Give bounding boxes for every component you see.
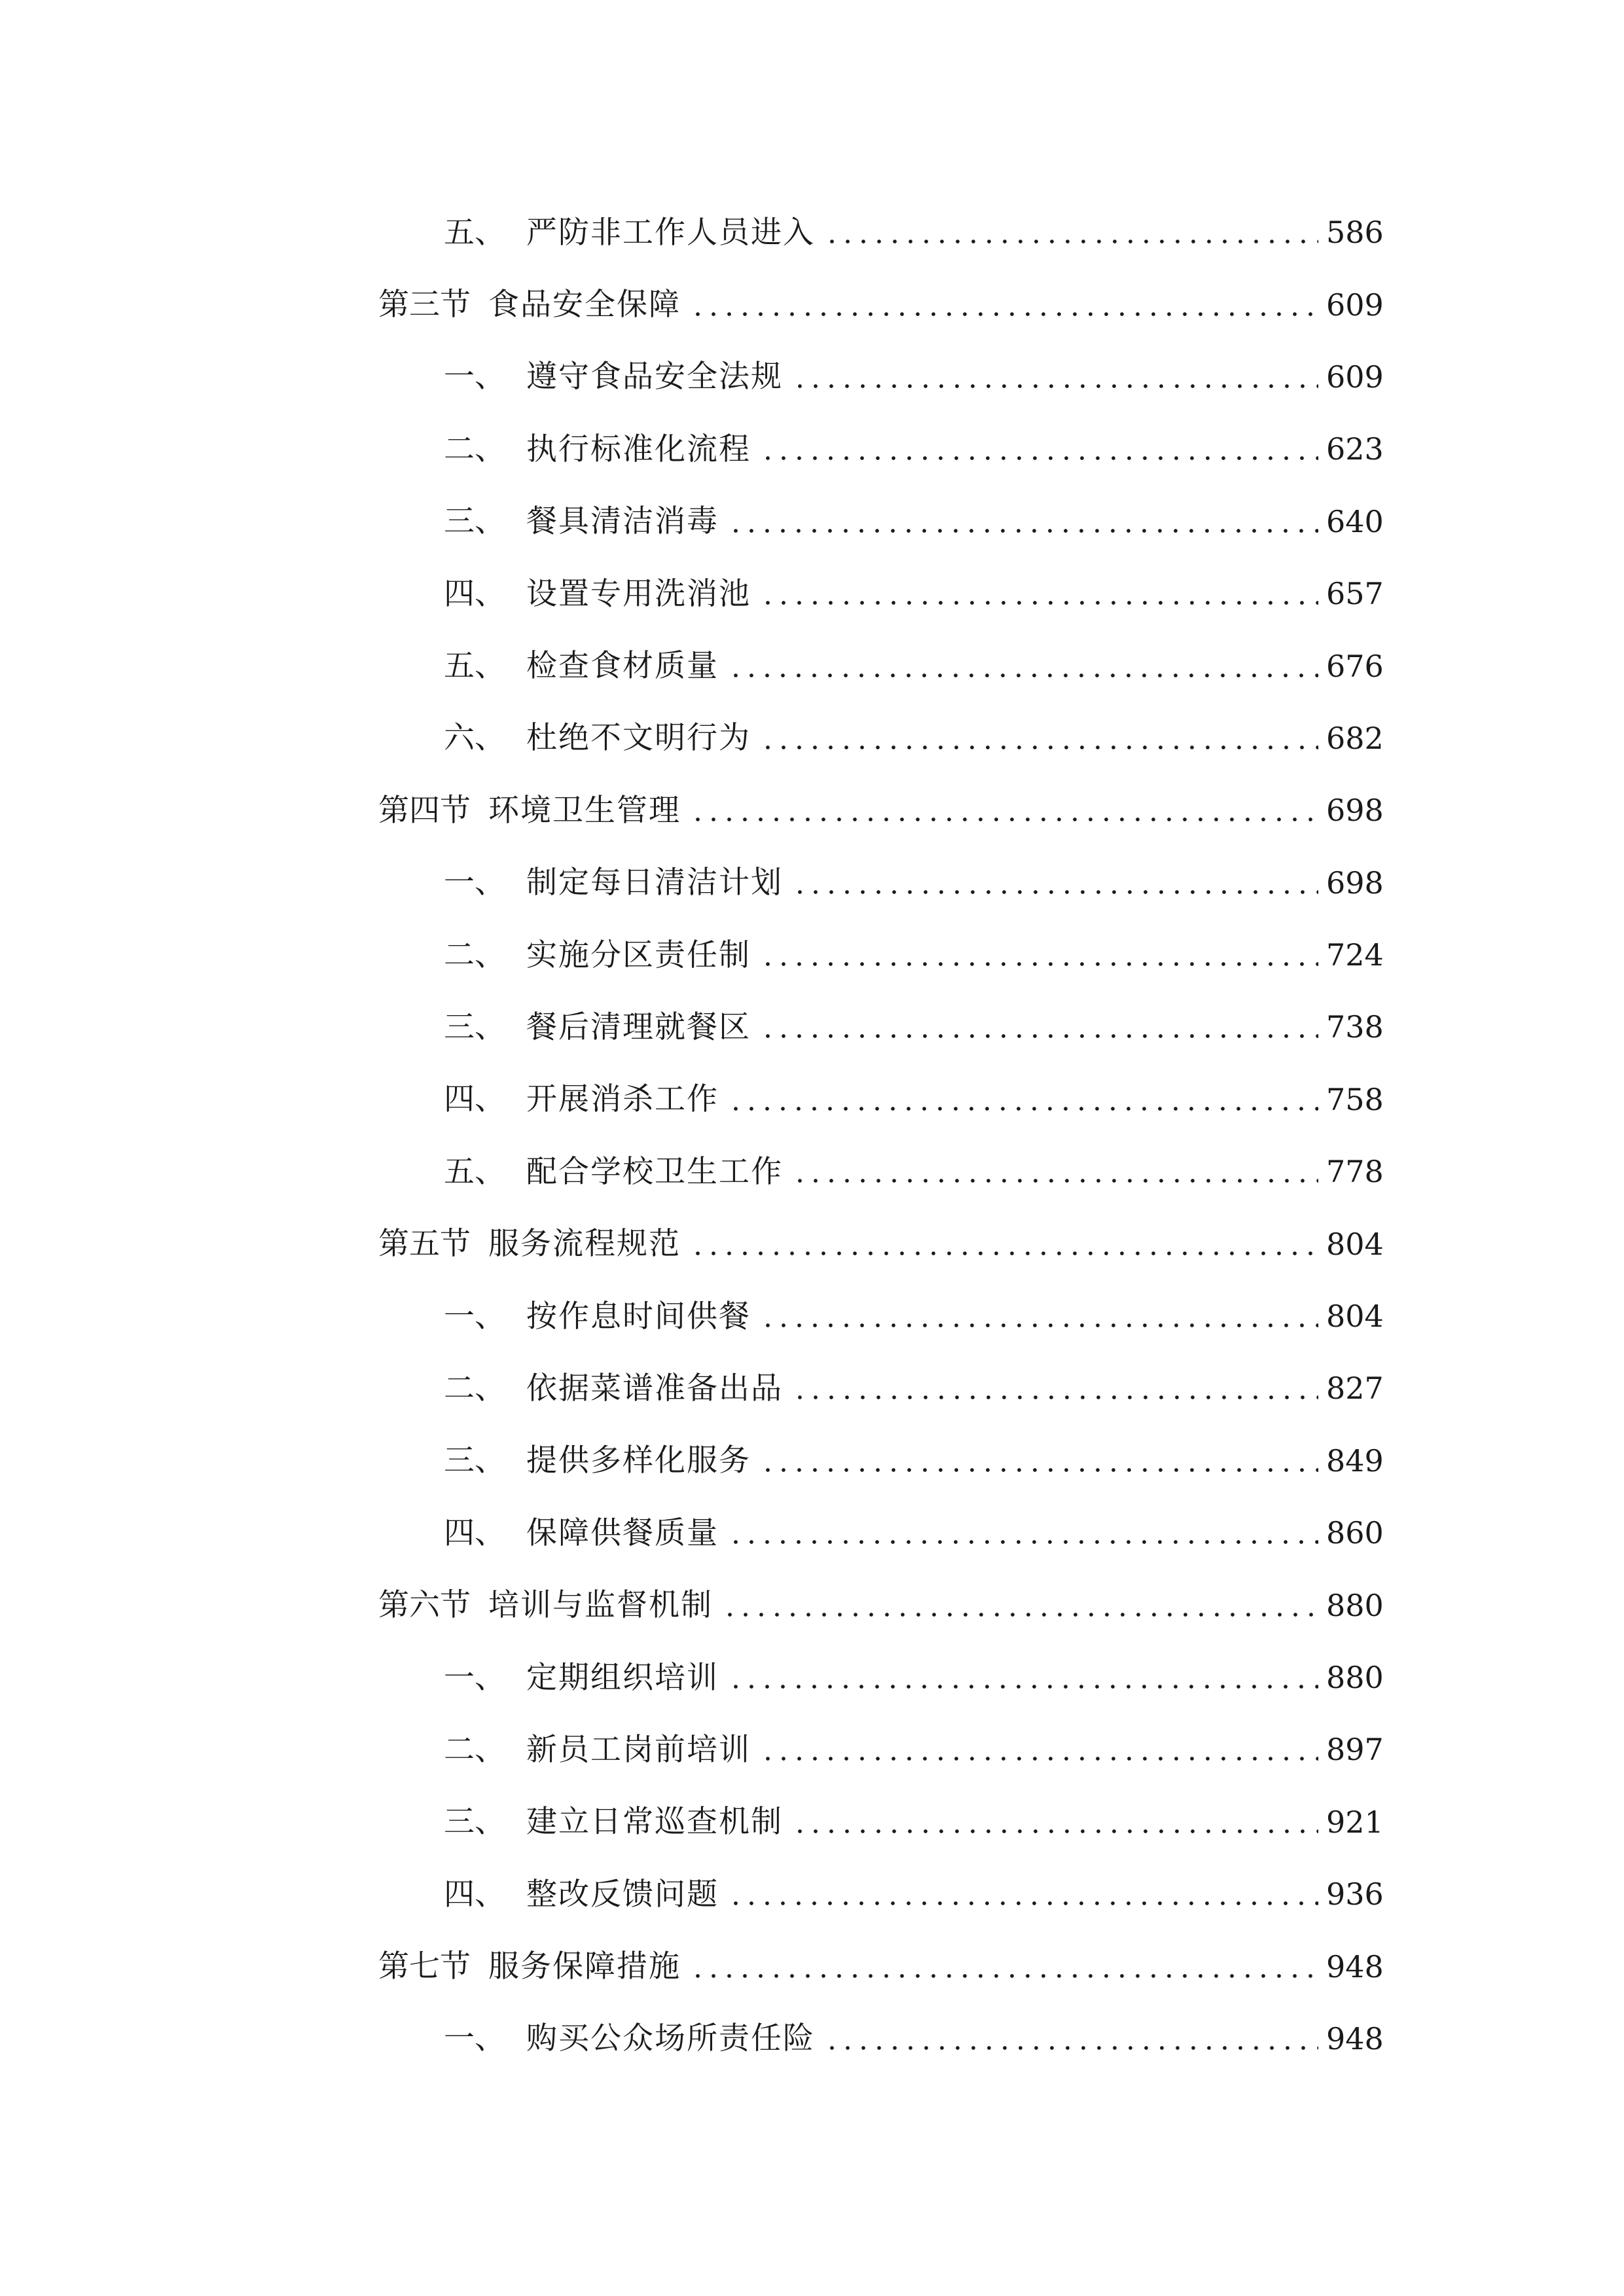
- toc-entry-number: 四、: [444, 1876, 505, 1912]
- toc-subsection-entry[interactable]: [378, 1858, 1384, 1930]
- toc-page-number: 609: [1326, 287, 1384, 323]
- toc-page-number: 897: [1326, 1732, 1384, 1768]
- toc-entry-number: 第三节: [378, 287, 471, 323]
- dot-leader: [792, 1829, 1318, 1834]
- toc-entry-number: 三、: [444, 1009, 505, 1045]
- toc-entry-title: 餐具清洁消毒: [526, 503, 719, 540]
- toc-entry-title: 提供多样化服务: [526, 1443, 751, 1479]
- toc-entry-title: 检查食材质量: [526, 648, 719, 685]
- toc-entry-title: 环境卫生管理: [488, 792, 681, 829]
- toc-page-number: 804: [1326, 1299, 1384, 1335]
- toc-entry-number: 三、: [444, 503, 505, 540]
- table-of-contents: [378, 196, 1384, 2075]
- toc-entry-number: 第五节: [378, 1226, 471, 1263]
- toc-subsection-entry[interactable]: [378, 558, 1384, 630]
- toc-subsection-entry[interactable]: [378, 2003, 1384, 2075]
- dot-leader: [760, 1756, 1318, 1761]
- dot-leader: [760, 456, 1318, 461]
- toc-entry-title: 保障供餐质量: [526, 1515, 719, 1551]
- toc-section-entry[interactable]: [378, 268, 1384, 340]
- toc-page-number: 804: [1326, 1226, 1384, 1262]
- toc-subsection-entry[interactable]: [378, 702, 1384, 774]
- dot-leader: [792, 1178, 1318, 1183]
- dot-leader: [690, 1973, 1318, 1979]
- toc-entry-number: 四、: [444, 1515, 505, 1551]
- toc-page-number: 936: [1326, 1876, 1384, 1912]
- toc-page-number: 738: [1326, 1009, 1384, 1045]
- toc-page-number: 880: [1326, 1660, 1384, 1695]
- toc-entry-number: 三、: [444, 1443, 505, 1479]
- toc-entry-title: 制定每日清洁计划: [526, 865, 783, 901]
- toc-section-entry[interactable]: [378, 1569, 1384, 1641]
- dot-leader: [792, 384, 1318, 389]
- toc-entry-title: 严防非工作人员进入: [526, 214, 815, 251]
- toc-subsection-entry[interactable]: [378, 1280, 1384, 1352]
- toc-entry-title: 杜绝不文明行为: [526, 720, 751, 757]
- toc-entry-number: 一、: [444, 865, 505, 901]
- toc-entry-title: 服务保障措施: [488, 1948, 681, 1985]
- toc-subsection-entry[interactable]: [378, 1136, 1384, 1208]
- toc-subsection-entry[interactable]: [378, 196, 1384, 268]
- toc-page-number: 609: [1326, 359, 1384, 395]
- toc-entry-title: 定期组织培训: [526, 1659, 719, 1696]
- dot-leader: [760, 600, 1318, 605]
- toc-subsection-entry[interactable]: [378, 919, 1384, 991]
- toc-entry-number: 二、: [444, 1370, 505, 1407]
- toc-page-number: 682: [1326, 720, 1384, 756]
- toc-page-number: 948: [1326, 1948, 1384, 1984]
- toc-subsection-entry[interactable]: [378, 413, 1384, 485]
- dot-leader: [760, 745, 1318, 750]
- toc-entry-title: 实施分区责任制: [526, 937, 751, 973]
- toc-page-number: 676: [1326, 648, 1384, 684]
- toc-entry-number: 一、: [444, 2020, 505, 2057]
- toc-page-number: 698: [1326, 793, 1384, 829]
- toc-section-entry[interactable]: [378, 1930, 1384, 2002]
- toc-entry-title: 新员工岗前培训: [526, 1731, 751, 1768]
- toc-page-number: 880: [1326, 1587, 1384, 1623]
- dot-leader: [690, 312, 1318, 317]
- toc-subsection-entry[interactable]: [378, 630, 1384, 702]
- toc-entry-number: 二、: [444, 1731, 505, 1768]
- toc-entry-number: 第四节: [378, 792, 471, 829]
- toc-entry-number: 四、: [444, 1081, 505, 1118]
- toc-entry-number: 二、: [444, 937, 505, 973]
- toc-subsection-entry[interactable]: [378, 341, 1384, 413]
- dot-leader: [728, 1901, 1318, 1906]
- toc-section-entry[interactable]: [378, 774, 1384, 846]
- toc-subsection-entry[interactable]: [378, 486, 1384, 558]
- toc-page-number: 758: [1326, 1081, 1384, 1117]
- dot-leader: [792, 1395, 1318, 1400]
- dot-leader: [760, 1323, 1318, 1328]
- toc-entry-title: 购买公众场所责任险: [526, 2020, 815, 2057]
- toc-page-number: 778: [1326, 1154, 1384, 1190]
- toc-page-number: 623: [1326, 431, 1384, 467]
- dot-leader: [824, 2045, 1318, 2051]
- toc-subsection-entry[interactable]: [378, 847, 1384, 919]
- dot-leader: [728, 1539, 1318, 1545]
- toc-entry-number: 一、: [444, 1659, 505, 1696]
- toc-page-number: 657: [1326, 576, 1384, 612]
- dot-leader: [728, 673, 1318, 678]
- toc-entry-number: 六、: [444, 720, 505, 757]
- dot-leader: [760, 1033, 1318, 1039]
- toc-entry-number: 五、: [444, 214, 505, 251]
- toc-page-number: 724: [1326, 937, 1384, 973]
- toc-entry-title: 按作息时间供餐: [526, 1298, 751, 1335]
- toc-entry-title: 依据菜谱准备出品: [526, 1370, 783, 1407]
- toc-entry-title: 餐后清理就餐区: [526, 1009, 751, 1045]
- dot-leader: [760, 961, 1318, 967]
- toc-entry-number: 一、: [444, 359, 505, 395]
- toc-entry-title: 培训与监督机制: [488, 1587, 713, 1624]
- toc-subsection-entry[interactable]: [378, 1352, 1384, 1424]
- toc-subsection-entry[interactable]: [378, 1713, 1384, 1785]
- dot-leader: [690, 817, 1318, 822]
- toc-page-number: 860: [1326, 1515, 1384, 1551]
- toc-page-number: 586: [1326, 215, 1384, 251]
- dot-leader: [824, 239, 1318, 244]
- dot-leader: [728, 1684, 1318, 1689]
- toc-entry-title: 服务流程规范: [488, 1226, 681, 1263]
- toc-page-number: 827: [1326, 1371, 1384, 1407]
- dot-leader: [722, 1612, 1318, 1617]
- toc-subsection-entry[interactable]: [378, 1786, 1384, 1858]
- toc-entry-title: 整改反馈问题: [526, 1876, 719, 1912]
- toc-entry-number: 四、: [444, 575, 505, 612]
- toc-entry-number: 第七节: [378, 1948, 471, 1985]
- toc-entry-number: 五、: [444, 1153, 505, 1190]
- toc-subsection-entry[interactable]: [378, 1064, 1384, 1136]
- toc-page-number: 640: [1326, 503, 1384, 539]
- toc-page-number: 948: [1326, 2020, 1384, 2056]
- toc-page-number: 921: [1326, 1804, 1384, 1840]
- toc-page-number: 849: [1326, 1443, 1384, 1479]
- toc-entry-title: 设置专用洗消池: [526, 575, 751, 612]
- toc-entry-title: 遵守食品安全法规: [526, 359, 783, 395]
- toc-entry-number: 第六节: [378, 1587, 471, 1624]
- dot-leader: [792, 889, 1318, 895]
- toc-entry-title: 建立日常巡查机制: [526, 1804, 783, 1840]
- toc-section-entry[interactable]: [378, 1208, 1384, 1280]
- toc-entry-number: 一、: [444, 1298, 505, 1335]
- toc-subsection-entry[interactable]: [378, 1497, 1384, 1569]
- dot-leader: [690, 1251, 1318, 1256]
- toc-entry-title: 配合学校卫生工作: [526, 1153, 783, 1190]
- toc-entry-number: 二、: [444, 431, 505, 467]
- dot-leader: [728, 1106, 1318, 1111]
- dot-leader: [760, 1467, 1318, 1473]
- toc-entry-title: 开展消杀工作: [526, 1081, 719, 1118]
- dot-leader: [728, 528, 1318, 533]
- toc-entry-number: 五、: [444, 648, 505, 685]
- toc-entry-title: 食品安全保障: [488, 287, 681, 323]
- toc-entry-title: 执行标准化流程: [526, 431, 751, 467]
- toc-page-number: 698: [1326, 865, 1384, 901]
- toc-subsection-entry[interactable]: [378, 1641, 1384, 1713]
- toc-subsection-entry[interactable]: [378, 1425, 1384, 1497]
- toc-entry-number: 三、: [444, 1804, 505, 1840]
- toc-subsection-entry[interactable]: [378, 991, 1384, 1063]
